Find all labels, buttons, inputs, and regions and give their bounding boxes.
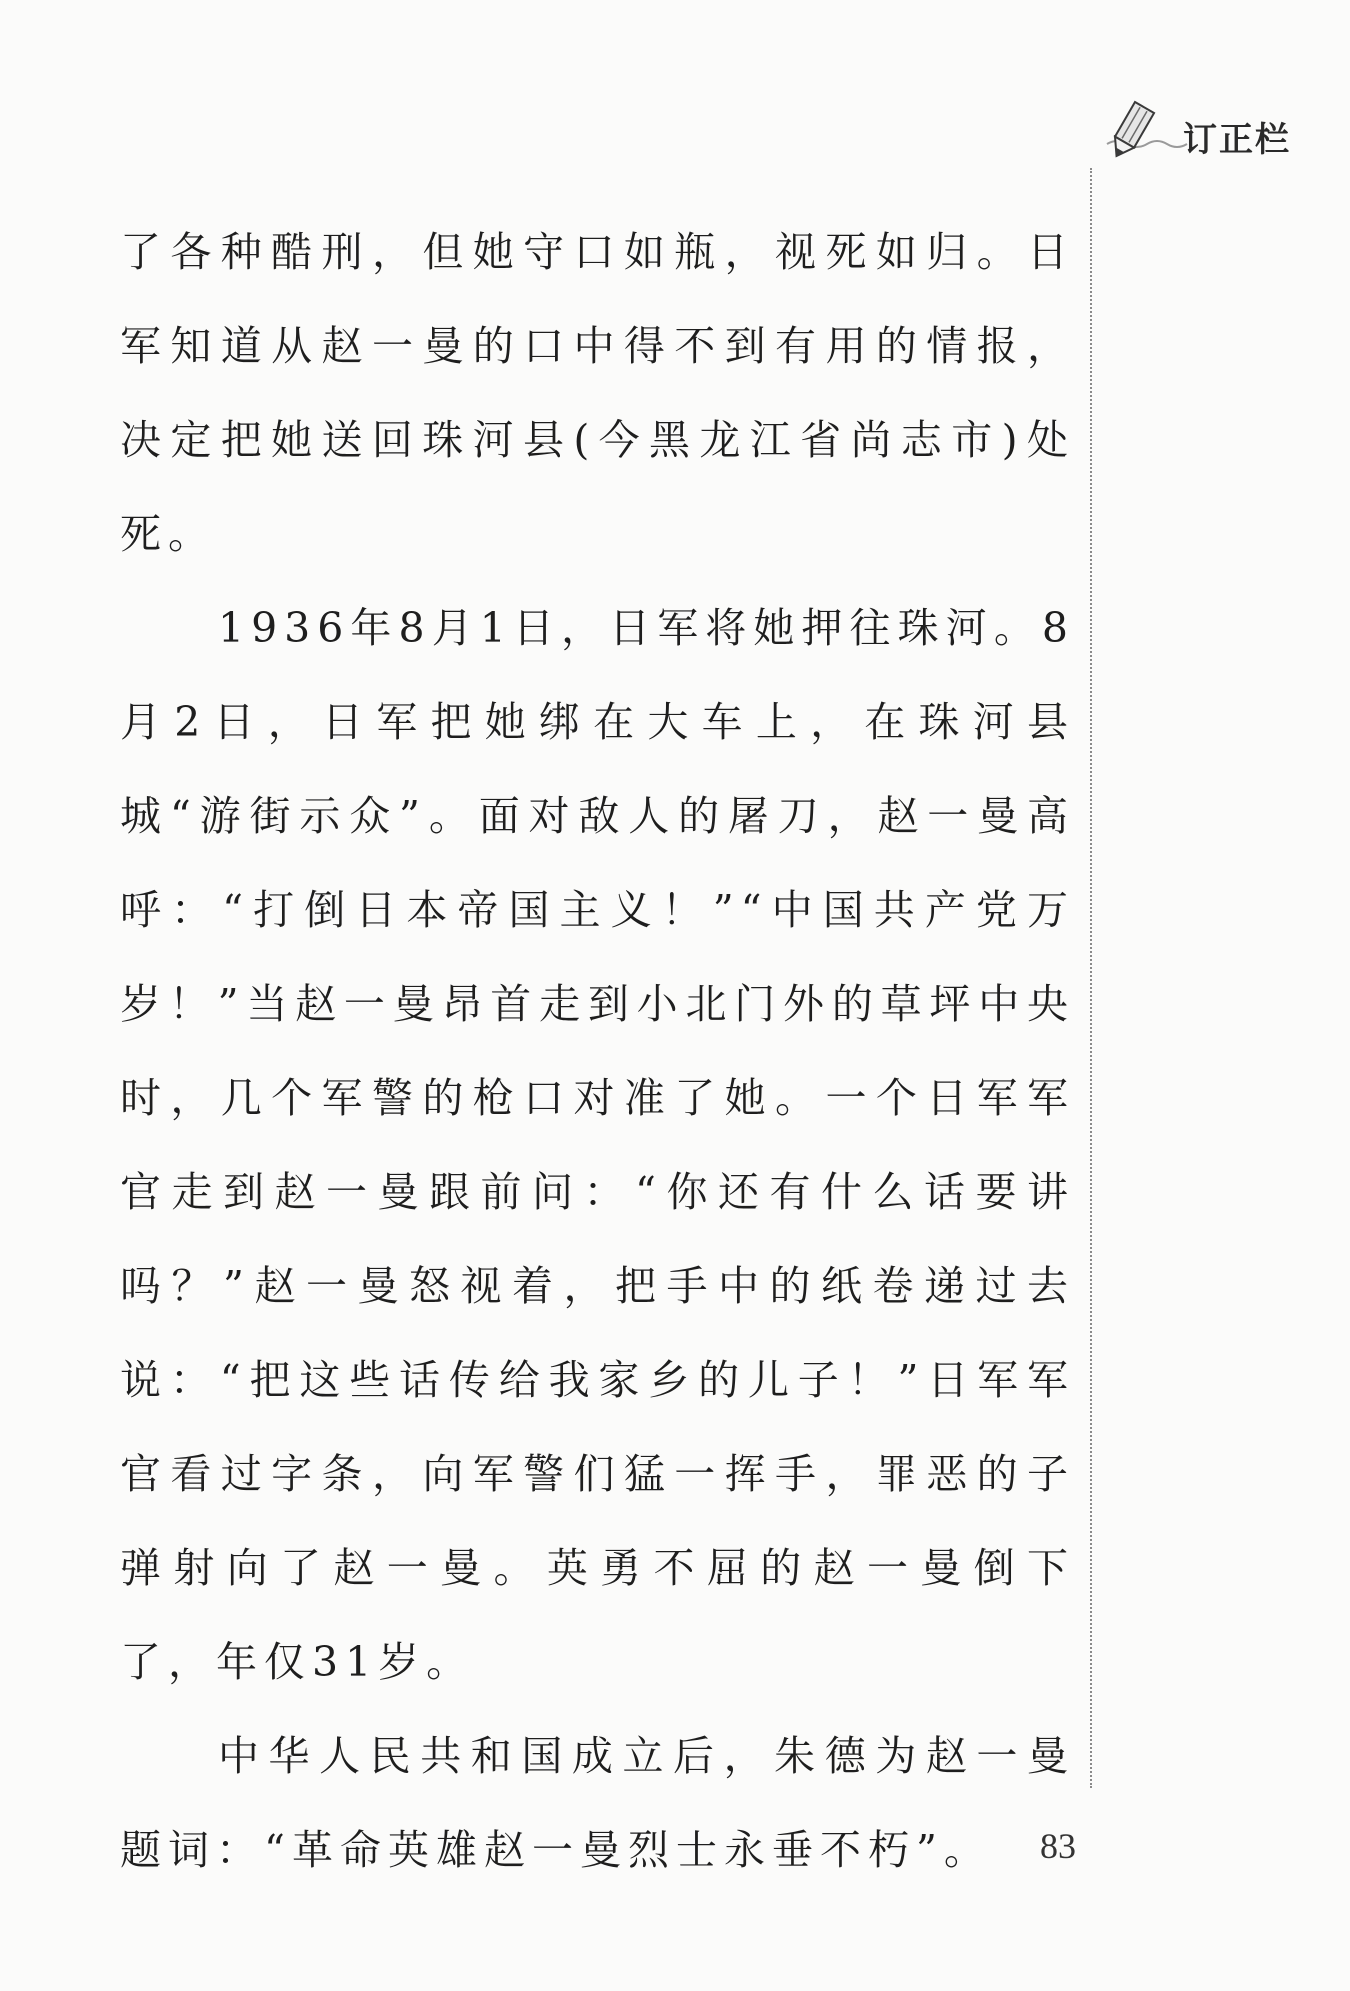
paragraph-1: 了各种酷刑，但她守口如瓶，视死如归。日军知道从赵一曼的口中得不到有用的情报，决定把她送回珠河县(今黑龙江省尚志市)处死。: [120, 228, 1075, 558]
paragraph-3: 中华人民共和国成立后，朱德为赵一曼题词：“革命英雄赵一曼烈士永垂不朽”。: [120, 1732, 1075, 1874]
pencil-icon: [1105, 98, 1195, 158]
correction-column-title: 订正栏: [1183, 120, 1291, 160]
correction-column-header: [1105, 98, 1325, 168]
paragraph-2: 1936年8月1日，日军将她押往珠河。8月2日，日军把她绑在大车上，在珠河县城“游街示众”。面对敌人的屠刀，赵一曼高呼：“打倒日本帝国主义！”“中国共产党万岁！”当赵一曼昂首走到小北门外的草坪中央时，几个军警的枪口对准了她。一个日军军官走到赵一曼跟前问：“你还有什么话要讲吗？”赵一曼怒视着，把手中的纸卷递过去说：“把这些话传给我家乡的儿子！”日军军官看过字条，向军警们猛一挥手，罪恶的子弹射向了赵一曼。英勇不屈的赵一曼倒下了，年仅31岁。: [120, 604, 1075, 1686]
page-number: 83: [1040, 1826, 1076, 1866]
story-text: [120, 205, 1075, 1897]
correction-column-divider: [1090, 168, 1092, 1788]
